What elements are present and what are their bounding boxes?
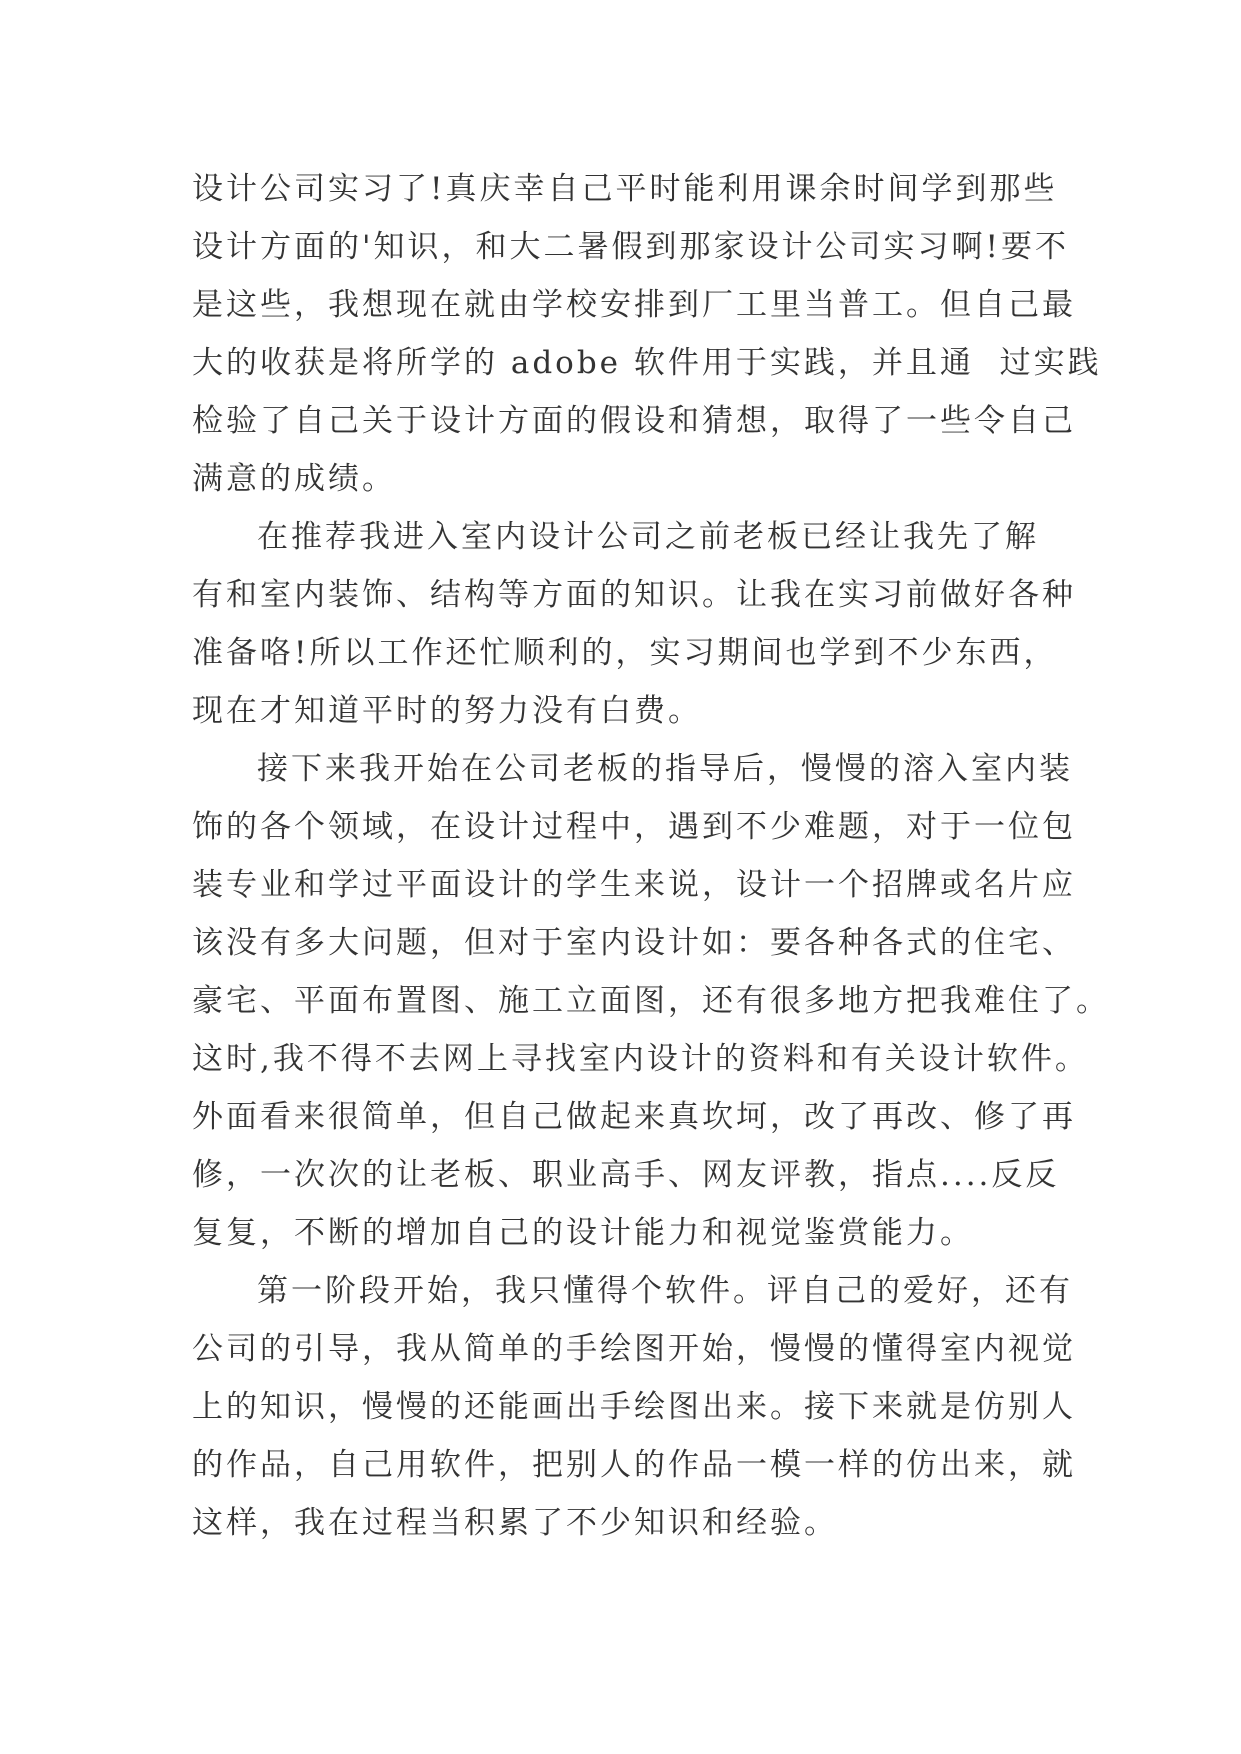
paragraph-1-line-2: 设计方面的'知识，和大二暑假到那家设计公司实习啊!要不 <box>192 229 1069 265</box>
paragraph-3-line-9: 复复，不断的增加自己的设计能力和视觉鉴赏能力。 <box>192 1215 974 1251</box>
paragraph-3-line-5: 豪宅、平面布置图、施工立面图，还有很多地方把我难住了。 <box>192 983 1110 1019</box>
paragraph-2-line-3: 准备咯!所以工作还忙顺利的，实习期间也学到不少东西， <box>192 635 1058 671</box>
paragraph-1-line-3: 是这些，我想现在就由学校安排到厂工里当普工。但自己最 <box>192 287 1076 323</box>
paragraph-4-line-4: 的作品，自己用软件，把别人的作品一模一样的仿出来，就 <box>192 1447 1076 1483</box>
paragraph-2-line-1: 在推荐我进入室内设计公司之前老板已经让我先了解 <box>257 519 1039 555</box>
paragraph-3-line-2: 饰的各个领域，在设计过程中，遇到不少难题，对于一位包 <box>192 809 1076 845</box>
paragraph-3-line-8: 修，一次次的让老板、职业高手、网友评教，指点....反反 <box>192 1157 1060 1193</box>
paragraph-4-line-5: 这样，我在过程当积累了不少知识和经验。 <box>192 1505 838 1541</box>
paragraph-3-line-7: 外面看来很简单，但自己做起来真坎坷，改了再改、修了再 <box>192 1099 1076 1135</box>
paragraph-1-line-5: 检验了自己关于设计方面的假设和猜想，取得了一些令自己 <box>192 403 1076 439</box>
paragraph-4-line-3: 上的知识，慢慢的还能画出手绘图出来。接下来就是仿别人 <box>192 1389 1076 1425</box>
paragraph-3-line-4: 该没有多大问题，但对于室内设计如：要各种各式的住宅、 <box>192 925 1076 961</box>
paragraph-4-line-2: 公司的引导，我从简单的手绘图开始，慢慢的懂得室内视觉 <box>192 1331 1076 1367</box>
paragraph-2-line-4: 现在才知道平时的努力没有白费。 <box>192 693 702 729</box>
paragraph-2-line-2: 有和室内装饰、结构等方面的知识。让我在实习前做好各种 <box>192 577 1076 613</box>
paragraph-1-line-4: 大的收获是将所学的 adobe 软件用于实践，并且通 过实践 <box>192 345 1102 381</box>
document-body <box>192 160 1110 1552</box>
paragraph-3-line-1: 接下来我开始在公司老板的指导后，慢慢的溶入室内装 <box>257 751 1073 787</box>
paragraph-4-line-1: 第一阶段开始，我只懂得个软件。评自己的爱好，还有 <box>257 1273 1073 1309</box>
paragraph-1-line-1: 设计公司实习了!真庆幸自己平时能利用课余时间学到那些 <box>192 171 1058 207</box>
paragraph-3-line-6: 这时,我不得不去网上寻找室内设计的资料和有关设计软件。 <box>192 1041 1089 1077</box>
paragraph-1-line-6: 满意的成绩。 <box>192 461 396 497</box>
paragraph-3-line-3: 装专业和学过平面设计的学生来说，设计一个招牌或名片应 <box>192 867 1076 903</box>
